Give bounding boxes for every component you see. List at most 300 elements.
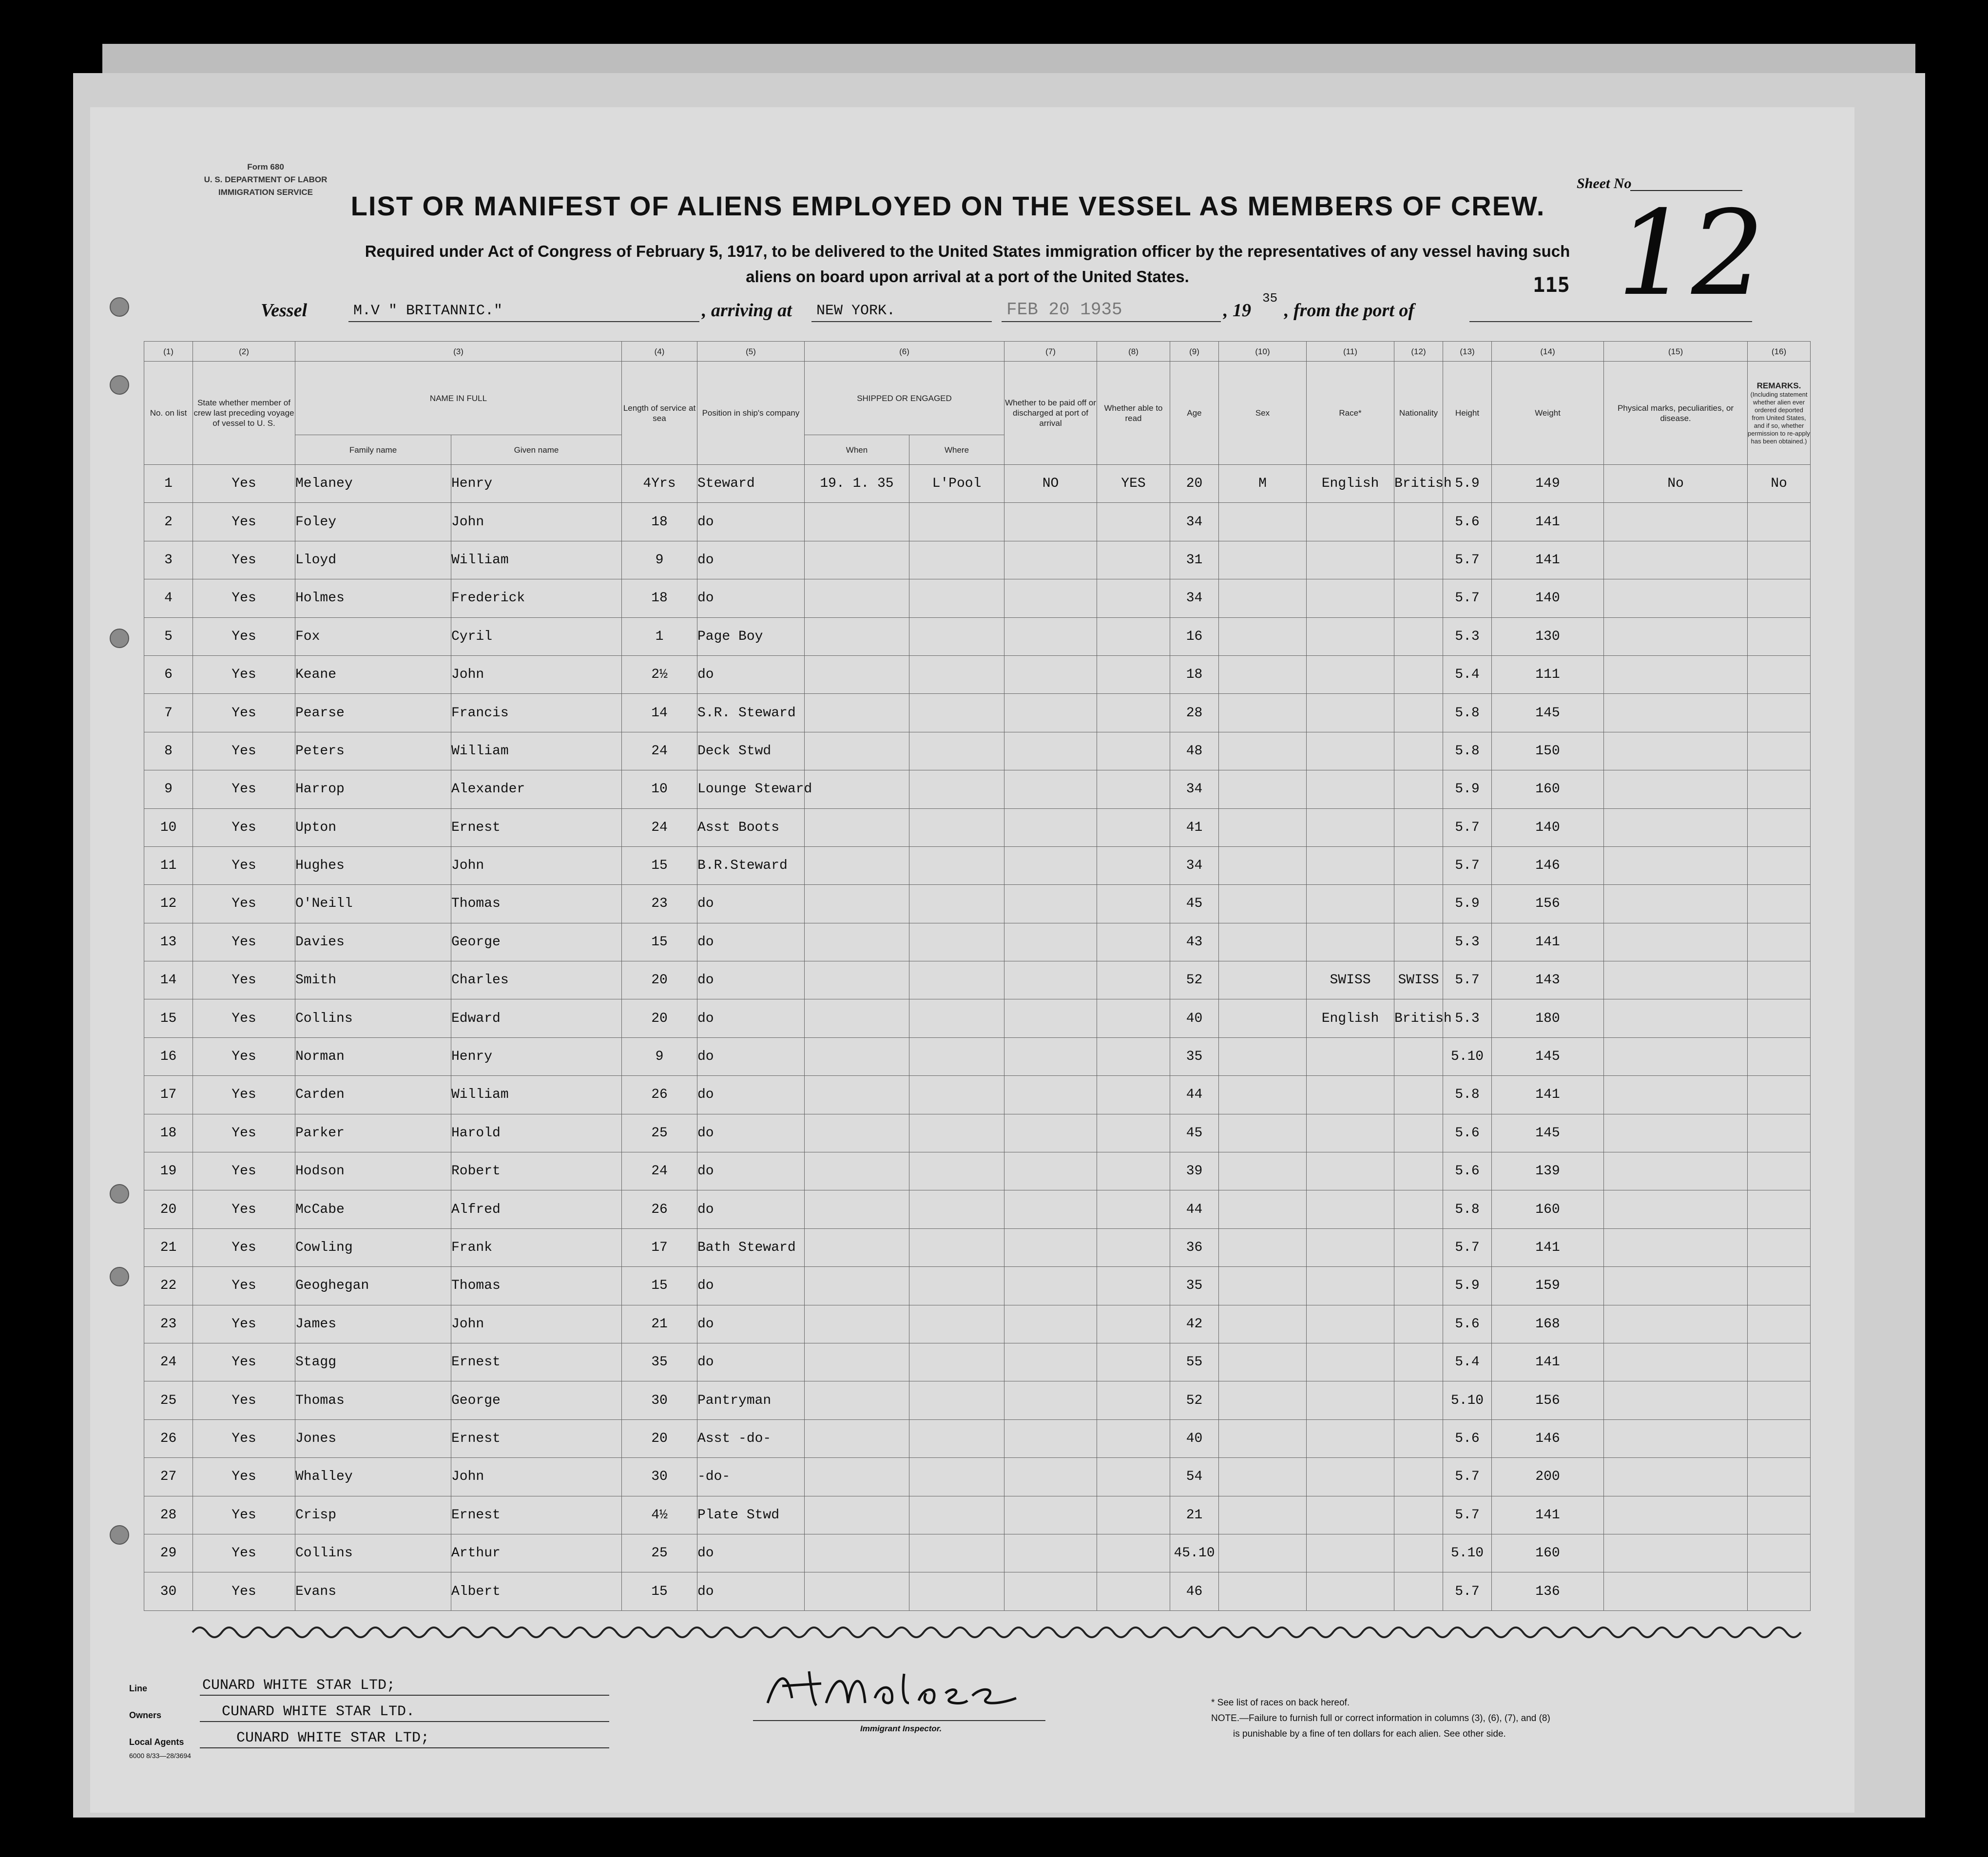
age-cell: 45 (1170, 885, 1219, 923)
shipped-when-cell (805, 1496, 909, 1534)
physical-marks-cell (1604, 732, 1748, 770)
table-row (144, 1037, 1811, 1075)
previous-voyage-cell: Yes (193, 1496, 295, 1534)
sex-cell (1219, 694, 1307, 732)
column-number: (12) (1394, 342, 1443, 362)
agents-value: CUNARD WHITE STAR LTD; (236, 1730, 430, 1746)
given-name-cell: Ernest (451, 1419, 622, 1457)
height-cell: 5.10 (1443, 1381, 1492, 1419)
remarks-title: REMARKS. (1756, 381, 1801, 390)
age-cell: 28 (1170, 694, 1219, 732)
nationality-cell (1394, 1343, 1443, 1381)
row-number: 17 (144, 1076, 193, 1114)
physical-marks-cell (1604, 846, 1748, 884)
sex-cell (1219, 503, 1307, 541)
able-to-read-cell (1097, 1496, 1170, 1534)
line-label: Line (129, 1684, 148, 1693)
able-to-read-cell (1097, 1343, 1170, 1381)
previous-voyage-cell: Yes (193, 1152, 295, 1190)
race-cell (1307, 1496, 1394, 1534)
paid-off-cell (1004, 1496, 1097, 1534)
age-cell: 36 (1170, 1228, 1219, 1266)
race-cell (1307, 732, 1394, 770)
header-position: Position in ship's company (697, 362, 805, 465)
paid-off-cell (1004, 846, 1097, 884)
age-cell: 54 (1170, 1458, 1219, 1496)
weight-cell: 141 (1492, 1076, 1604, 1114)
length-of-service-cell: 25 (622, 1114, 697, 1152)
able-to-read-cell (1097, 1458, 1170, 1496)
column-number: (10) (1219, 342, 1307, 362)
row-number: 19 (144, 1152, 193, 1190)
table-row (144, 465, 1811, 503)
able-to-read-cell (1097, 999, 1170, 1037)
age-cell: 48 (1170, 732, 1219, 770)
column-number: (4) (622, 342, 697, 362)
given-name-cell: Henry (451, 1037, 622, 1075)
position-cell: B.R.Steward (697, 846, 805, 884)
row-number: 16 (144, 1037, 193, 1075)
previous-voyage-cell: Yes (193, 1534, 295, 1572)
length-of-service-cell: 18 (622, 503, 697, 541)
nationality-cell (1394, 808, 1443, 846)
height-cell: 5.10 (1443, 1037, 1492, 1075)
position-cell: -do- (697, 1458, 805, 1496)
weight-cell: 140 (1492, 808, 1604, 846)
length-of-service-cell: 24 (622, 732, 697, 770)
sex-cell (1219, 846, 1307, 884)
shipped-where-cell (909, 541, 1004, 579)
header-able-to-read: Whether able to read (1097, 362, 1170, 465)
sex-cell (1219, 617, 1307, 655)
position-cell: Deck Stwd (697, 732, 805, 770)
line-value: CUNARD WHITE STAR LTD; (202, 1677, 396, 1694)
race-cell (1307, 1228, 1394, 1266)
previous-voyage-cell: Yes (193, 846, 295, 884)
position-cell: Lounge Steward (697, 770, 805, 808)
weight-cell: 146 (1492, 846, 1604, 884)
nationality-cell (1394, 1114, 1443, 1152)
position-cell: do (697, 1534, 805, 1572)
nationality-cell (1394, 923, 1443, 961)
weight-cell: 159 (1492, 1267, 1604, 1305)
table-row (144, 961, 1811, 999)
paid-off-cell (1004, 617, 1097, 655)
shipped-where-cell (909, 1381, 1004, 1419)
length-of-service-cell: 20 (622, 961, 697, 999)
row-number: 26 (144, 1419, 193, 1457)
column-number: (15) (1604, 342, 1748, 362)
remarks-cell (1748, 770, 1811, 808)
race-cell (1307, 1419, 1394, 1457)
given-name-cell: John (451, 1458, 622, 1496)
binder-hole (110, 297, 129, 317)
sex-cell (1219, 1190, 1307, 1228)
physical-marks-cell (1604, 1381, 1748, 1419)
remarks-cell (1748, 808, 1811, 846)
paid-off-cell (1004, 1419, 1097, 1457)
position-cell: do (697, 1152, 805, 1190)
previous-voyage-cell: Yes (193, 1114, 295, 1152)
shipped-where-cell (909, 846, 1004, 884)
length-of-service-cell: 30 (622, 1381, 697, 1419)
column-number: (14) (1492, 342, 1604, 362)
given-name-cell: Ernest (451, 1343, 622, 1381)
binder-hole (110, 1267, 129, 1286)
able-to-read-cell (1097, 1305, 1170, 1343)
form-number: Form 680 (247, 162, 284, 172)
age-cell: 34 (1170, 503, 1219, 541)
table-row (144, 885, 1811, 923)
race-cell (1307, 1381, 1394, 1419)
remarks-cell (1748, 1228, 1811, 1266)
remarks-cell (1748, 1572, 1811, 1610)
shipped-when-cell (805, 1572, 909, 1610)
previous-voyage-cell: Yes (193, 770, 295, 808)
position-cell: Plate Stwd (697, 1496, 805, 1534)
nationality-cell (1394, 1305, 1443, 1343)
paid-off-cell (1004, 808, 1097, 846)
column-number: (9) (1170, 342, 1219, 362)
paid-off-cell (1004, 1114, 1097, 1152)
header-height: Height (1443, 362, 1492, 465)
agents-label: Local Agents (129, 1737, 184, 1747)
weight-cell: 145 (1492, 1037, 1604, 1075)
shipped-when-cell (805, 503, 909, 541)
nationality-cell (1394, 1076, 1443, 1114)
family-name-cell: Stagg (295, 1343, 451, 1381)
row-number: 14 (144, 961, 193, 999)
physical-marks-cell (1604, 1076, 1748, 1114)
length-of-service-cell: 15 (622, 1267, 697, 1305)
header-nationality: Nationality (1394, 362, 1443, 465)
shipped-where-cell (909, 1305, 1004, 1343)
table-row (144, 579, 1811, 617)
vessel-label: Vessel (261, 300, 307, 321)
weight-cell: 141 (1492, 541, 1604, 579)
table-row (144, 1343, 1811, 1381)
table-row (144, 694, 1811, 732)
race-cell (1307, 1534, 1394, 1572)
paid-off-cell (1004, 1190, 1097, 1228)
weight-cell: 136 (1492, 1572, 1604, 1610)
able-to-read-cell (1097, 1572, 1170, 1610)
position-cell: do (697, 655, 805, 693)
shipped-where-cell (909, 1190, 1004, 1228)
table-row (144, 1496, 1811, 1534)
nationality-cell (1394, 770, 1443, 808)
race-cell: SWISS (1307, 961, 1394, 999)
position-cell: Asst -do- (697, 1419, 805, 1457)
row-number: 29 (144, 1534, 193, 1572)
table-row (144, 1305, 1811, 1343)
signature-text: H.M. Malone (763, 1664, 766, 1665)
race-cell (1307, 885, 1394, 923)
shipped-when-cell (805, 1152, 909, 1190)
race-cell (1307, 1572, 1394, 1610)
table-row (144, 846, 1811, 884)
sex-cell (1219, 808, 1307, 846)
arriving-label: , arriving at (702, 300, 792, 321)
table-row (144, 1572, 1811, 1610)
physical-marks-cell (1604, 770, 1748, 808)
inspector-label: Immigrant Inspector. (860, 1724, 942, 1733)
sex-cell (1219, 1343, 1307, 1381)
shipped-when-cell (805, 846, 909, 884)
weight-cell: 139 (1492, 1152, 1604, 1190)
age-cell: 42 (1170, 1305, 1219, 1343)
sex-cell (1219, 732, 1307, 770)
previous-voyage-cell: Yes (193, 1190, 295, 1228)
shipped-where-cell (909, 1267, 1004, 1305)
family-name-cell: Lloyd (295, 541, 451, 579)
family-name-cell: Melaney (295, 465, 451, 503)
previous-voyage-cell: Yes (193, 1228, 295, 1266)
height-cell: 5.7 (1443, 579, 1492, 617)
row-number: 5 (144, 617, 193, 655)
height-cell: 5.8 (1443, 694, 1492, 732)
line-underline (200, 1695, 609, 1696)
nationality-cell (1394, 1534, 1443, 1572)
row-number: 12 (144, 885, 193, 923)
shipped-when-cell (805, 999, 909, 1037)
paid-off-cell (1004, 1572, 1097, 1610)
nationality-cell (1394, 503, 1443, 541)
weight-cell: 156 (1492, 1381, 1604, 1419)
print-code: 6000 8/33—28/3694 (129, 1752, 191, 1760)
family-name-cell: Cowling (295, 1228, 451, 1266)
column-number: (13) (1443, 342, 1492, 362)
paid-off-cell (1004, 1267, 1097, 1305)
length-of-service-cell: 9 (622, 541, 697, 579)
form-title: LIST OR MANIFEST OF ALIENS EMPLOYED ON THE VESSEL AS MEMBERS OF CREW. (350, 191, 1545, 221)
length-of-service-cell: 35 (622, 1343, 697, 1381)
given-name-cell: Albert (451, 1572, 622, 1610)
age-cell: 52 (1170, 961, 1219, 999)
weight-cell: 180 (1492, 999, 1604, 1037)
column-number: (8) (1097, 342, 1170, 362)
shipped-where-cell: L'Pool (909, 465, 1004, 503)
race-cell (1307, 1152, 1394, 1190)
paid-off-cell (1004, 1534, 1097, 1572)
physical-marks-cell (1604, 1228, 1748, 1266)
shipped-when-cell (805, 770, 909, 808)
position-cell: Pantryman (697, 1381, 805, 1419)
length-of-service-cell: 24 (622, 1152, 697, 1190)
sex-cell (1219, 1037, 1307, 1075)
length-of-service-cell: 26 (622, 1190, 697, 1228)
family-name-cell: Thomas (295, 1381, 451, 1419)
race-cell (1307, 1343, 1394, 1381)
position-cell: do (697, 885, 805, 923)
able-to-read-cell (1097, 503, 1170, 541)
length-of-service-cell: 23 (622, 885, 697, 923)
table-row (144, 732, 1811, 770)
age-cell: 52 (1170, 1381, 1219, 1419)
paid-off-cell (1004, 923, 1097, 961)
inspector-signature (763, 1664, 1036, 1718)
shipped-when-cell (805, 1190, 909, 1228)
remarks-cell (1748, 1534, 1811, 1572)
age-cell: 35 (1170, 1037, 1219, 1075)
weight-cell: 141 (1492, 1228, 1604, 1266)
shipped-where-cell (909, 1114, 1004, 1152)
row-number: 18 (144, 1114, 193, 1152)
given-name-cell: Arthur (451, 1534, 622, 1572)
paid-off-cell: NO (1004, 465, 1097, 503)
able-to-read-cell (1097, 923, 1170, 961)
sex-cell (1219, 1458, 1307, 1496)
shipped-where-cell (909, 503, 1004, 541)
position-cell: Steward (697, 465, 805, 503)
height-cell: 5.6 (1443, 503, 1492, 541)
physical-marks-cell (1604, 1190, 1748, 1228)
sex-cell (1219, 1076, 1307, 1114)
remarks-cell (1748, 1496, 1811, 1534)
height-cell: 5.9 (1443, 885, 1492, 923)
table-row (144, 1190, 1811, 1228)
row-number: 2 (144, 503, 193, 541)
shipped-when-cell (805, 1305, 909, 1343)
penalty-note-line2: is punishable by a fine of ten dollars for each alien. See other side. (1233, 1729, 1506, 1739)
nationality-cell (1394, 1419, 1443, 1457)
previous-voyage-cell: Yes (193, 465, 295, 503)
given-name-cell: Thomas (451, 885, 622, 923)
height-cell: 5.7 (1443, 808, 1492, 846)
given-name-cell: Charles (451, 961, 622, 999)
shipped-when-cell (805, 808, 909, 846)
nationality-cell: British (1394, 465, 1443, 503)
shipped-where-cell (909, 1458, 1004, 1496)
shipped-where-cell (909, 770, 1004, 808)
age-cell: 45.10 (1170, 1534, 1219, 1572)
weight-cell: 200 (1492, 1458, 1604, 1496)
sex-cell: M (1219, 465, 1307, 503)
position-cell: do (697, 579, 805, 617)
manifest-sheet (90, 107, 1854, 1813)
family-name-cell: Geoghegan (295, 1267, 451, 1305)
able-to-read-cell (1097, 579, 1170, 617)
family-name-cell: Crisp (295, 1496, 451, 1534)
subtitle-line: aliens on board upon arrival at a port of the United States. (746, 268, 1189, 286)
header-row (144, 362, 1811, 435)
family-name-cell: Peters (295, 732, 451, 770)
shipped-where-cell (909, 1228, 1004, 1266)
shipped-where-cell (909, 999, 1004, 1037)
service-name: IMMIGRATION SERVICE (218, 188, 313, 197)
shipped-where-cell (909, 579, 1004, 617)
row-number: 4 (144, 579, 193, 617)
physical-marks-cell (1604, 1267, 1748, 1305)
able-to-read-cell (1097, 1267, 1170, 1305)
physical-marks-cell (1604, 1152, 1748, 1190)
previous-voyage-cell: Yes (193, 961, 295, 999)
weight-cell: 168 (1492, 1305, 1604, 1343)
given-name-cell: Ernest (451, 808, 622, 846)
length-of-service-cell: 18 (622, 579, 697, 617)
shipped-where-cell (909, 1496, 1004, 1534)
height-cell: 5.6 (1443, 1152, 1492, 1190)
table-row (144, 1381, 1811, 1419)
previous-voyage-cell: Yes (193, 1037, 295, 1075)
able-to-read-cell (1097, 1381, 1170, 1419)
family-name-cell: James (295, 1305, 451, 1343)
column-number: (6) (805, 342, 1004, 362)
shipped-where-cell (909, 885, 1004, 923)
previous-voyage-cell: Yes (193, 732, 295, 770)
header-given-name: Given name (451, 435, 622, 465)
weight-cell: 143 (1492, 961, 1604, 999)
able-to-read-cell (1097, 732, 1170, 770)
length-of-service-cell: 20 (622, 1419, 697, 1457)
race-cell (1307, 541, 1394, 579)
able-to-read-cell (1097, 1076, 1170, 1114)
given-name-cell: Robert (451, 1152, 622, 1190)
nationality-cell (1394, 1458, 1443, 1496)
nationality-cell (1394, 1037, 1443, 1075)
department-name: U. S. DEPARTMENT OF LABOR (204, 175, 328, 184)
sex-cell (1219, 923, 1307, 961)
remarks-cell (1748, 1076, 1811, 1114)
row-number: 7 (144, 694, 193, 732)
height-cell: 5.7 (1443, 846, 1492, 884)
row-number: 3 (144, 541, 193, 579)
nationality-cell (1394, 541, 1443, 579)
able-to-read-cell (1097, 808, 1170, 846)
height-cell: 5.3 (1443, 999, 1492, 1037)
nationality-cell (1394, 655, 1443, 693)
arriving-port: NEW YORK. (816, 303, 896, 319)
nationality-cell (1394, 1228, 1443, 1266)
given-name-cell: John (451, 655, 622, 693)
physical-marks-cell (1604, 579, 1748, 617)
able-to-read-cell (1097, 1190, 1170, 1228)
position-cell: do (697, 1305, 805, 1343)
position-cell: Asst Boots (697, 808, 805, 846)
height-cell: 5.7 (1443, 1458, 1492, 1496)
height-cell: 5.3 (1443, 617, 1492, 655)
age-cell: 46 (1170, 1572, 1219, 1610)
family-name-cell: Collins (295, 999, 451, 1037)
race-cell (1307, 1267, 1394, 1305)
family-name-cell: Hodson (295, 1152, 451, 1190)
race-cell (1307, 808, 1394, 846)
family-name-cell: Parker (295, 1114, 451, 1152)
family-name-cell: Foley (295, 503, 451, 541)
weight-cell: 130 (1492, 617, 1604, 655)
shipped-where-cell (909, 1572, 1004, 1610)
shipped-when-cell (805, 1419, 909, 1457)
nationality-cell (1394, 1267, 1443, 1305)
sex-cell (1219, 885, 1307, 923)
weight-cell: 160 (1492, 1534, 1604, 1572)
sex-cell (1219, 655, 1307, 693)
sex-cell (1219, 961, 1307, 999)
previous-voyage-cell: Yes (193, 923, 295, 961)
given-name-cell: Alexander (451, 770, 622, 808)
weight-cell: 160 (1492, 770, 1604, 808)
paid-off-cell (1004, 1037, 1097, 1075)
shipped-where-cell (909, 694, 1004, 732)
remarks-cell (1748, 1190, 1811, 1228)
shipped-when-cell (805, 1381, 909, 1419)
sex-cell (1219, 1152, 1307, 1190)
date-stamp: FEB 20 1935 (1006, 300, 1122, 320)
physical-marks-cell (1604, 1114, 1748, 1152)
height-cell: 5.6 (1443, 1114, 1492, 1152)
previous-voyage-cell: Yes (193, 1076, 295, 1114)
length-of-service-cell: 1 (622, 617, 697, 655)
